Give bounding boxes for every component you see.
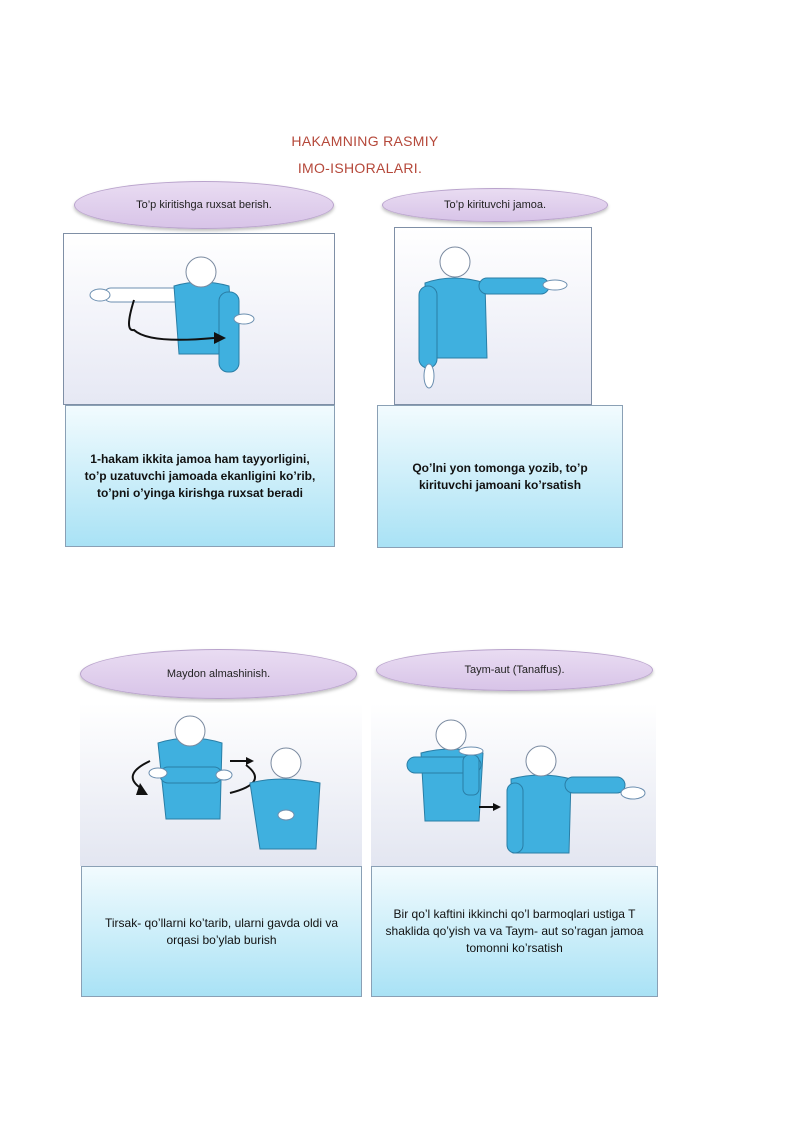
page-title-line1: HAKAMNING RASMIY (291, 133, 439, 149)
timeout-figure-icon (371, 703, 656, 866)
panel-4-illustration (371, 703, 656, 866)
panel-2-description: Qo’lni yon tomonga yozib, to’p kirituvchi jamoani ko’rsatish (377, 405, 623, 548)
panel-2-label: To’p kirituvchi jamoa. (382, 188, 608, 222)
serving-team-figure-icon (395, 228, 593, 406)
panel-4-description: Bir qo’l kaftini ikkinchi qo’l barmoqlari ustiga T shaklida qo’yish va va Taym- aut so’ragan jamoa tomonni ko’rsatish (371, 866, 658, 997)
panel-1-description: 1-hakam ikkita jamoa ham tayyorligini, to’p uzatuvchi jamoada ekanligini ko’rib, to’pni o’yinga kirishga ruxsat beradi (65, 405, 335, 547)
panel-2-illustration (394, 227, 592, 405)
panel-3-label: Maydon almashinish. (80, 649, 357, 699)
panel-1-illustration (63, 233, 335, 405)
page-title-line2: IMO-ISHORALARI. (297, 160, 423, 176)
panel-3-illustration (80, 703, 362, 866)
panel-3-description: Tirsak- qo’llarni ko’tarib, ularni gavda oldi va orqasi bo’ylab burish (81, 866, 362, 997)
court-switch-figure-icon (80, 703, 362, 866)
panel-4-label: Taym-aut (Tanaffus). (376, 649, 653, 691)
serve-permission-figure-icon (64, 234, 336, 406)
panel-1-label: To’p kiritishga ruxsat berish. (74, 181, 334, 229)
